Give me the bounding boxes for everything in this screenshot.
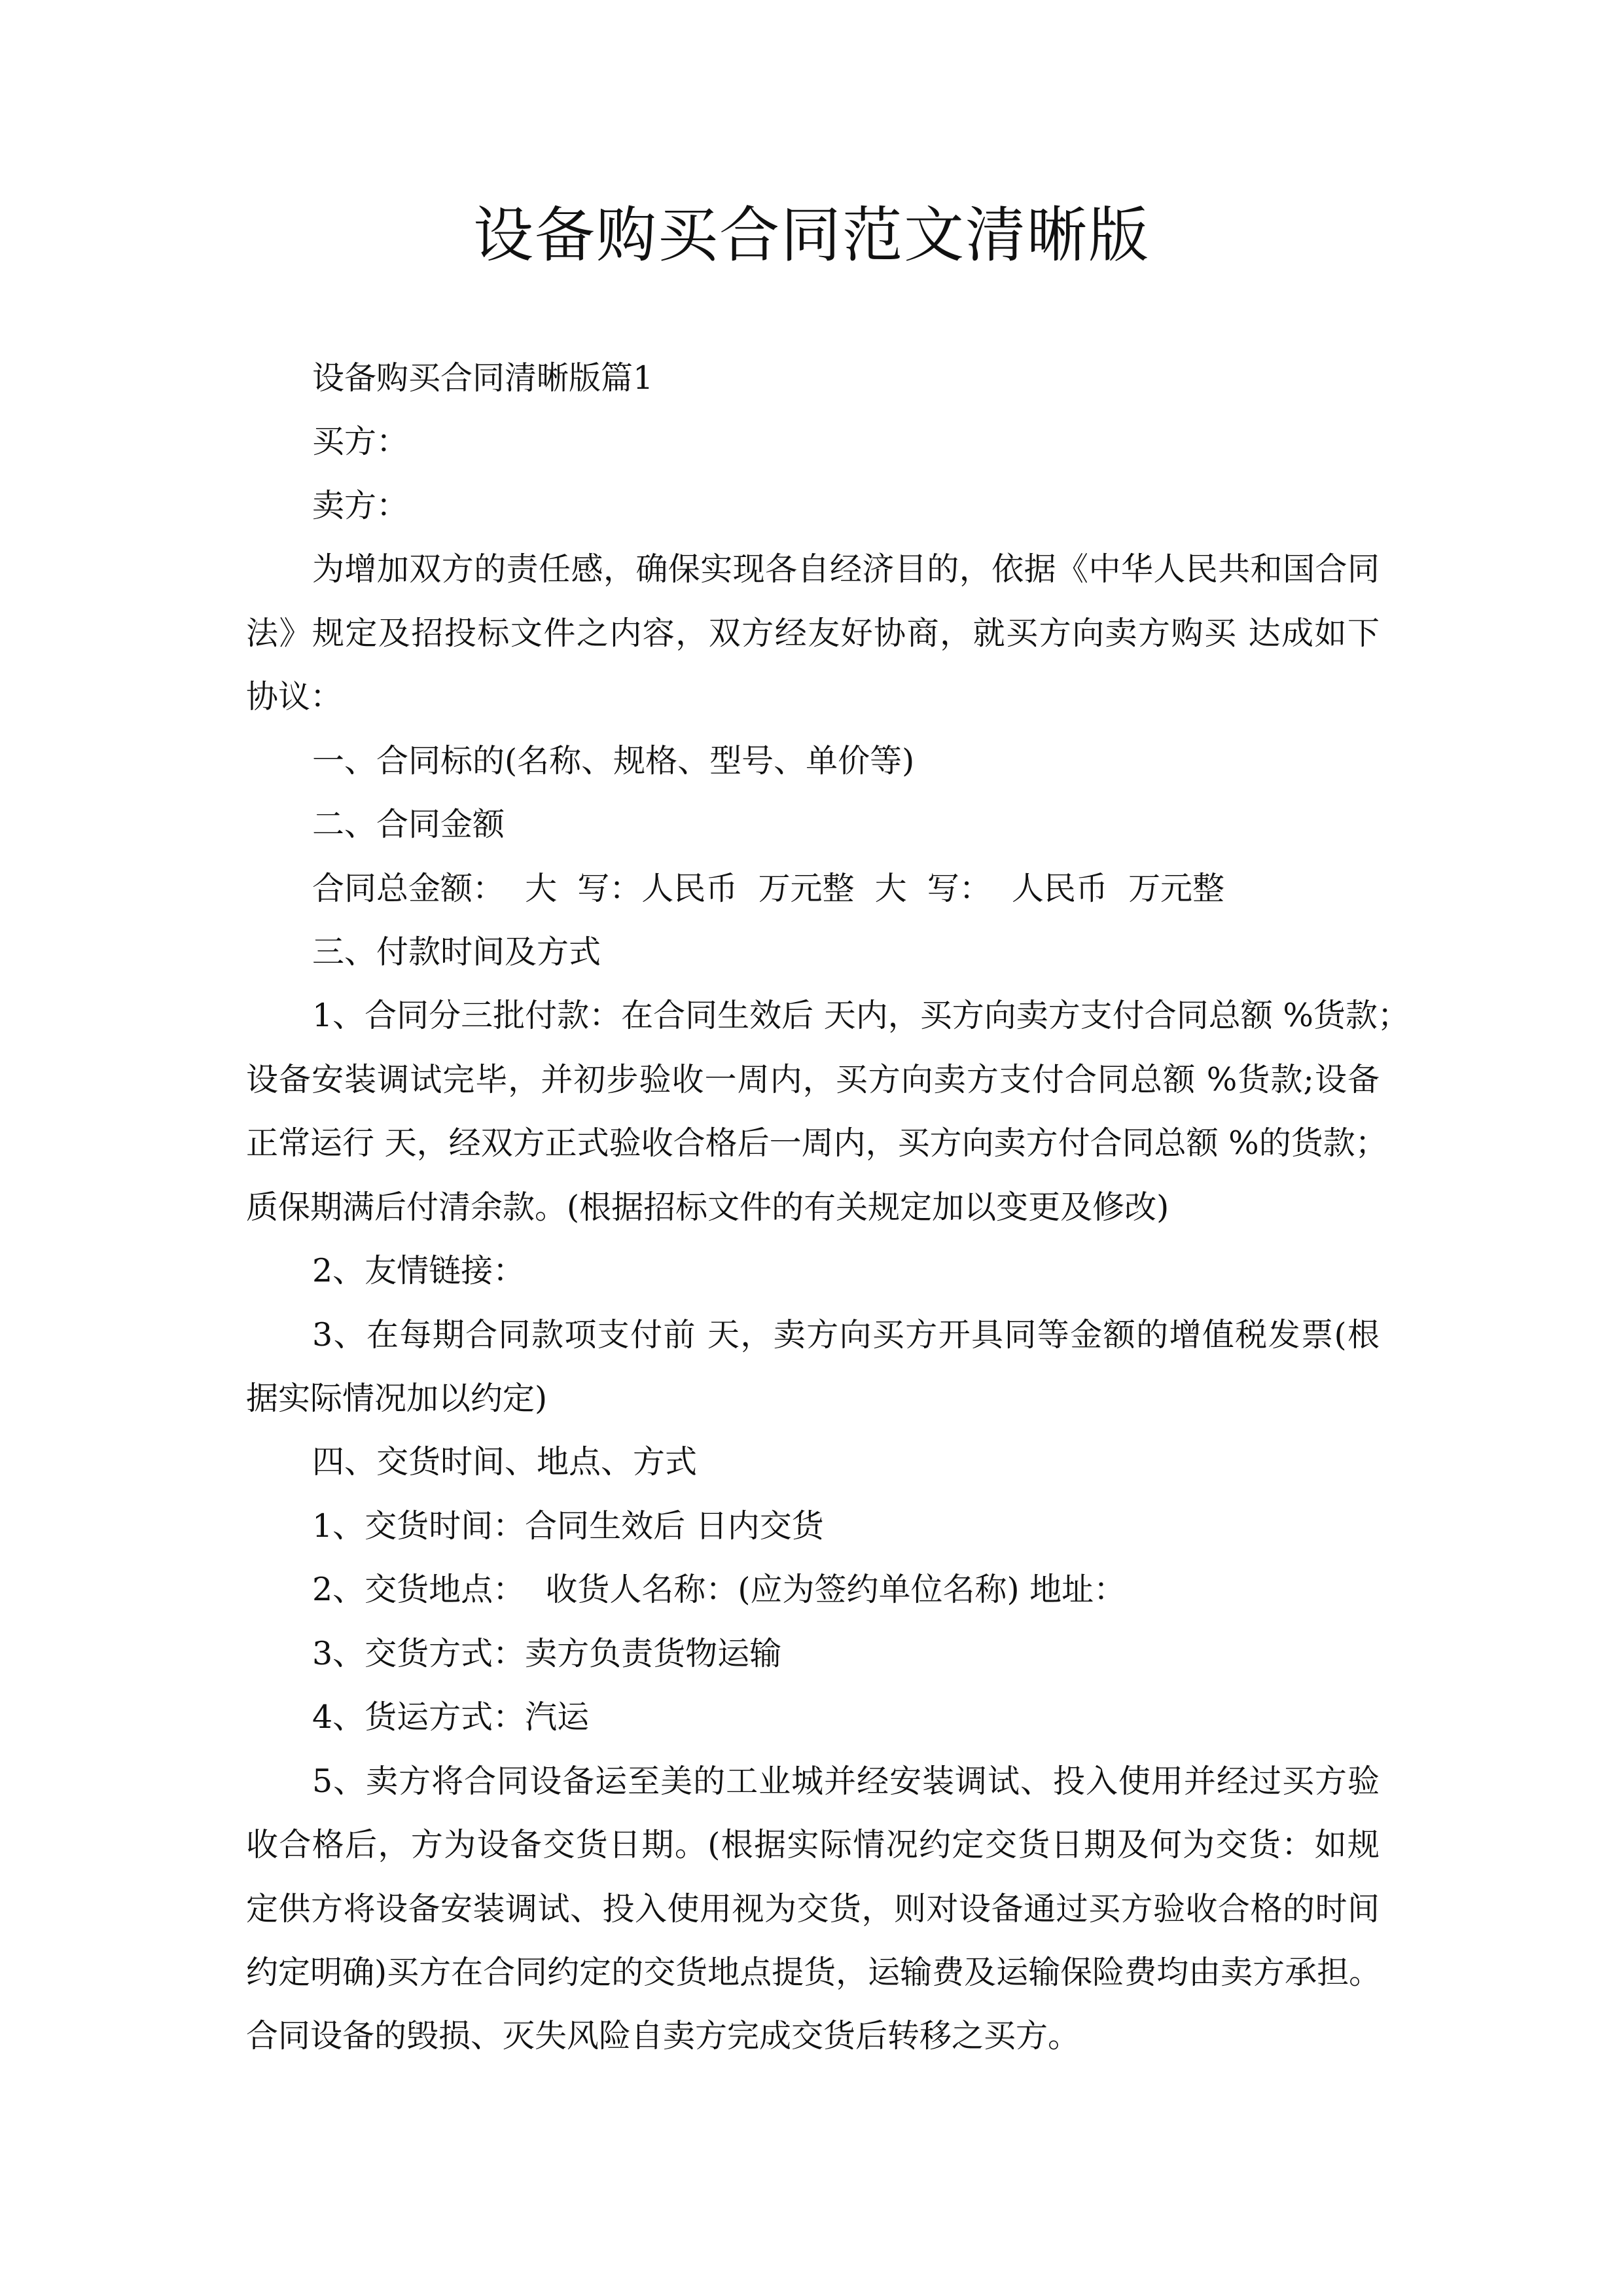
paragraph bbox=[246, 1685, 1380, 1749]
paragraph bbox=[246, 984, 1410, 1239]
paragraph bbox=[246, 1303, 1380, 1431]
document-body bbox=[246, 346, 1410, 2068]
paragraph bbox=[246, 1430, 1380, 1494]
paragraph bbox=[246, 1622, 1380, 1685]
paragraph bbox=[246, 474, 1380, 537]
paragraph-line: 3、交货方式：卖方负责货物运输 bbox=[312, 1634, 782, 1672]
paragraph-line: 质保期满后付清余款。(根据招标文件的有关规定加以变更及修改) bbox=[246, 1188, 1169, 1226]
paragraph-line: 1、合同分三批付款：在合同生效后 天内，买方向卖方支付合同总额 %货款； bbox=[312, 997, 1410, 1035]
paragraph-line: 卖方： bbox=[312, 486, 409, 524]
paragraph-line: 设备购买合同清晰版篇1 bbox=[312, 359, 654, 397]
paragraph-line: 为增加双方的责任感，确保实现各自经济目的，依据《中华人民共和国合同 bbox=[312, 550, 1380, 588]
paragraph-line: 收合格后，方为设备交货日期。(根据实际情况约定交货日期及何为交货：如规 bbox=[246, 1826, 1380, 1864]
paragraph-line: 三、付款时间及方式 bbox=[312, 933, 601, 971]
paragraph bbox=[246, 537, 1380, 728]
paragraph-line: 法》规定及招投标文件之内容，双方经友好协商，就买方向卖方购买 达成如下 bbox=[246, 614, 1380, 652]
paragraph-line: 1、交货时间：合同生效后 日内交货 bbox=[312, 1507, 824, 1545]
paragraph bbox=[246, 857, 1380, 920]
paragraph-line: 协议： bbox=[246, 678, 343, 716]
paragraph-line: 3、在每期合同款项支付前 天，卖方向买方开具同等金额的增值税发票(根 bbox=[312, 1316, 1380, 1354]
paragraph-line: 四、交货时间、地点、方式 bbox=[312, 1443, 698, 1481]
paragraph-line: 4、货运方式：汽运 bbox=[312, 1698, 590, 1736]
paragraph-line: 2、交货地点： 收货人名称：(应为签约单位名称) 地址： bbox=[312, 1571, 1126, 1609]
paragraph-line: 合同总金额： 大 写：人民币 万元整 大 写： 人民币 万元整 bbox=[312, 869, 1225, 907]
paragraph-line: 正常运行 天，经双方正式验收合格后一周内，买方向卖方付合同总额 %的货款； bbox=[246, 1124, 1387, 1162]
paragraph bbox=[246, 410, 1380, 473]
paragraph bbox=[246, 1494, 1380, 1558]
paragraph bbox=[246, 793, 1380, 856]
paragraph bbox=[246, 1558, 1380, 1621]
paragraph-line: 约定明确)买方在合同约定的交货地点提货，运输费及运输保险费均由卖方承担。 bbox=[246, 1953, 1382, 1991]
paragraph bbox=[246, 1239, 1380, 1302]
paragraph-line: 据实际情况加以约定) bbox=[246, 1380, 548, 1417]
paragraph-line: 合同设备的毁损、灭失风险自卖方完成交货后转移之买方。 bbox=[246, 2017, 1080, 2055]
paragraph-line: 二、合同金额 bbox=[312, 806, 505, 844]
paragraph bbox=[246, 1749, 1380, 2068]
paragraph-line: 一、合同标的(名称、规格、型号、单价等) bbox=[312, 742, 915, 780]
paragraph-line: 5、卖方将合同设备运至美的工业城并经安装调试、投入使用并经过买方验 bbox=[312, 1762, 1380, 1800]
paragraph bbox=[246, 346, 1380, 410]
paragraph-line: 设备安装调试完毕，并初步验收一周内，买方向卖方支付合同总额 %货款;设备 bbox=[246, 1060, 1380, 1098]
document-title: 设备购买合同范文清晰版 bbox=[473, 200, 1150, 270]
paragraph-line: 定供方将设备安装调试、投入使用视为交货，则对设备通过买方验收合格的时间 bbox=[246, 1890, 1380, 1928]
paragraph-line: 买方： bbox=[312, 423, 409, 461]
paragraph-line: 2、友情链接： bbox=[312, 1252, 526, 1290]
paragraph bbox=[246, 920, 1380, 984]
paragraph bbox=[246, 729, 1380, 793]
